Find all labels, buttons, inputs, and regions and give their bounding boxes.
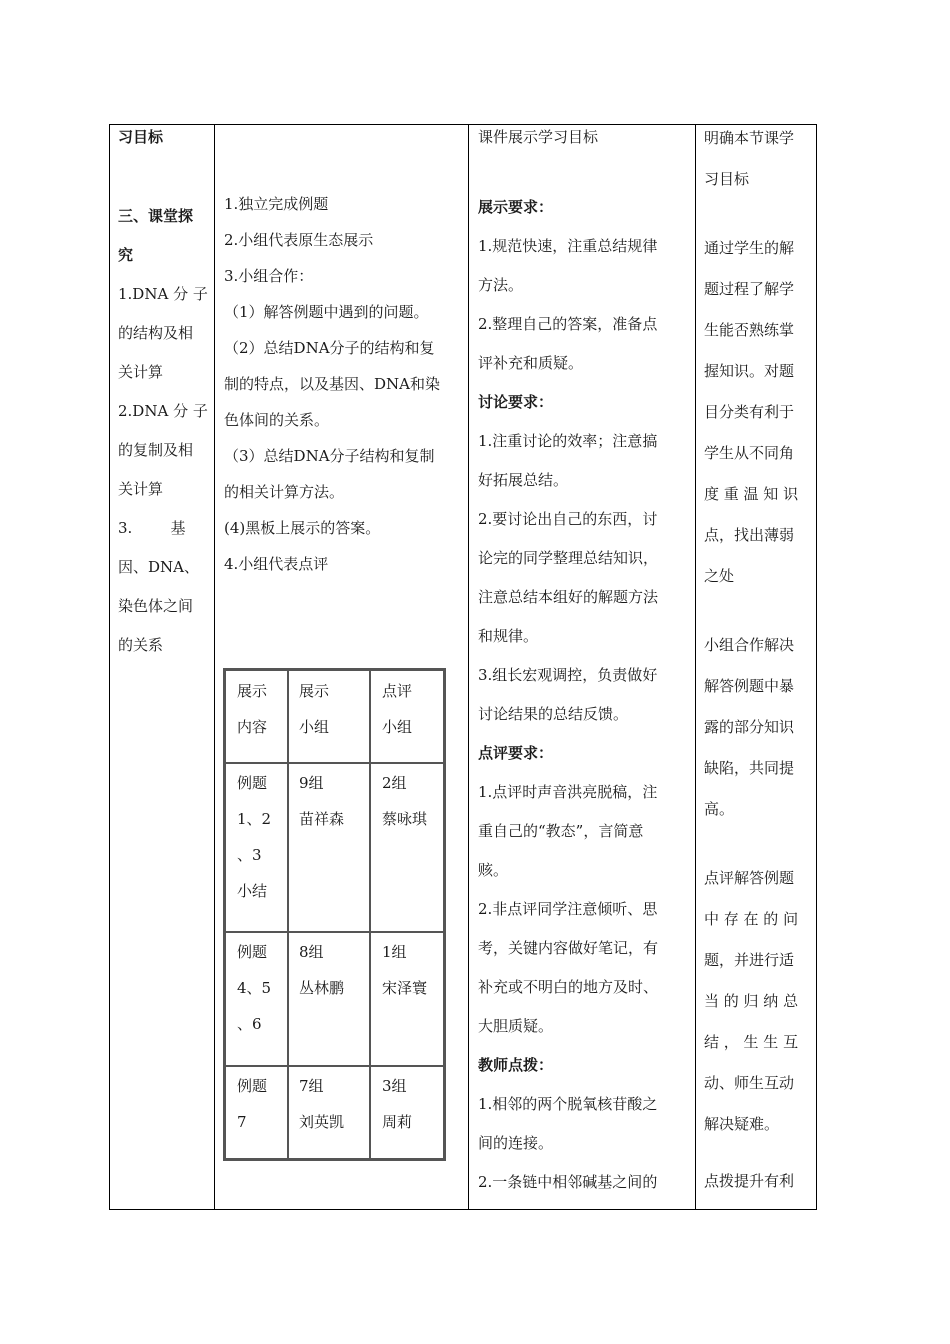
cell-text: 8组 xyxy=(299,943,324,961)
header-text: 内容 xyxy=(237,718,268,736)
col1-item3-line4: 的关系 xyxy=(118,636,164,654)
section-title: 展示要求： xyxy=(478,198,554,216)
header-text: 展示 xyxy=(299,682,330,700)
table-header-cell xyxy=(237,673,267,745)
col4-line: 结 ， 生 生 互 xyxy=(704,1033,799,1051)
col4-line: 学生从不同角 xyxy=(704,444,795,462)
col2-cell xyxy=(224,186,464,582)
col4-line: 握知识。对题 xyxy=(704,362,795,380)
table-cell xyxy=(237,765,271,909)
col4-line: 中 存 在 的 问 xyxy=(704,910,799,928)
col2-line: （1）解答例题中遇到的问题。 xyxy=(224,303,429,321)
col1-item2-line1: 2.DNA 分 子 xyxy=(118,402,208,420)
section-title: 教师点拨： xyxy=(478,1056,554,1074)
section-line: 重自己的“教态”，言简意 xyxy=(478,822,644,840)
section-line: 好拓展总结。 xyxy=(478,471,569,489)
section-line: 1.规范快速，注重总结规律 xyxy=(478,237,658,255)
header-text: 小组 xyxy=(299,718,330,736)
section-title: 讨论要求： xyxy=(478,393,554,411)
col4-line: 生能否熟练掌 xyxy=(704,321,795,339)
section-line: 补充或不明白的地方及时、 xyxy=(478,978,659,996)
col3-cell xyxy=(478,118,690,1202)
cell-text: 例题 xyxy=(237,774,268,792)
header-text: 小组 xyxy=(382,718,413,736)
section-line: 1.相邻的两个脱氧核苷酸之 xyxy=(478,1095,658,1113)
column-divider-1 xyxy=(214,124,215,1210)
table-cell xyxy=(299,934,344,1006)
col2-line: 制的特点，以及基因、DNA和染 xyxy=(224,375,440,393)
cell-text: 1组 xyxy=(382,943,407,961)
section-line: 2.一条链中相邻碱基之间的 xyxy=(478,1173,658,1191)
col1-heading2-line1: 三、课堂探 xyxy=(118,207,194,225)
cell-text: 3组 xyxy=(382,1077,407,1095)
cell-text: 7组 xyxy=(299,1077,324,1095)
section-line: 3.组长宏观调控，负责做好 xyxy=(478,666,658,684)
section-line: 方法。 xyxy=(478,276,524,294)
col4-line: 高。 xyxy=(704,800,735,818)
col4-line: 当 的 归 纳 总 xyxy=(704,992,799,1010)
group-table-col-divider xyxy=(369,668,371,1161)
col4-line: 习目标 xyxy=(704,170,750,188)
table-cell xyxy=(237,1068,267,1140)
col4-line: 目分类有利于 xyxy=(704,403,795,421)
table-cell xyxy=(382,1068,412,1140)
col1-cell xyxy=(118,118,210,665)
section-line: 大胆质疑。 xyxy=(478,1017,554,1035)
col4-line: 动、师生互动 xyxy=(704,1074,795,1092)
cell-text: 例题 xyxy=(237,943,268,961)
table-cell xyxy=(382,765,427,837)
col4-line: 度 重 温 知 识 xyxy=(704,485,799,503)
group-table-col-divider xyxy=(287,668,289,1161)
cell-text: 刘英凯 xyxy=(299,1113,345,1131)
table-cell xyxy=(382,934,427,1006)
col2-line: (4)黑板上展示的答案。 xyxy=(224,519,381,537)
section-line: 考，关键内容做好笔记，有 xyxy=(478,939,659,957)
col3-intro: 课件展示学习目标 xyxy=(478,128,599,146)
col4-line: 解答例题中暴 xyxy=(704,677,795,695)
section-line: 论完的同学整理总结知识， xyxy=(478,549,659,567)
col2-line: 色体间的关系。 xyxy=(224,411,330,429)
col2-line: 2.小组代表原生态展示 xyxy=(224,231,374,249)
cell-text: 小结 xyxy=(237,882,268,900)
col1-item3-line1: 3. 基 xyxy=(118,519,186,537)
col1-item1-line3: 关计算 xyxy=(118,363,164,381)
col4-line: 小组合作解决 xyxy=(704,636,795,654)
column-divider-3 xyxy=(695,124,696,1210)
col4-line: 点，找出薄弱 xyxy=(704,526,795,544)
section-line: 注意总结本组好的解题方法 xyxy=(478,588,659,606)
group-table-row-divider xyxy=(223,931,446,933)
cell-text: 丛林鹏 xyxy=(299,979,345,997)
section-line: 评补充和质疑。 xyxy=(478,354,584,372)
col2-line: 3.小组合作： xyxy=(224,267,314,285)
col4-line: 明确本节课学 xyxy=(704,129,795,147)
cell-text: 周莉 xyxy=(382,1113,413,1131)
col4-line: 解决疑难。 xyxy=(704,1115,780,1133)
cell-text: 蔡咏琪 xyxy=(382,810,428,828)
col4-line: 点拨提升有利 xyxy=(704,1172,795,1190)
cell-text: 宋泽寰 xyxy=(382,979,428,997)
cell-text: 例题 xyxy=(237,1077,268,1095)
col1-item3-line3: 染色体之间 xyxy=(118,597,194,615)
section-line: 2.整理自己的答案，准备点 xyxy=(478,315,658,333)
col2-line: 4.小组代表点评 xyxy=(224,555,329,573)
group-table-row-divider xyxy=(223,1065,446,1067)
col4-line: 题过程了解学 xyxy=(704,280,795,298)
section-line: 1.注重讨论的效率；注意搞 xyxy=(478,432,658,450)
col4-line: 露的部分知识 xyxy=(704,718,795,736)
col2-line: 的相关计算方法。 xyxy=(224,483,345,501)
col2-line: （3）总结DNA分子结构和复制 xyxy=(224,447,435,465)
col4-line: 通过学生的解 xyxy=(704,239,795,257)
col4-line: 点评解答例题 xyxy=(704,869,795,887)
section-title: 点评要求： xyxy=(478,744,554,762)
col1-heading2-line2: 究 xyxy=(118,246,134,264)
col1-item1-line1: 1.DNA 分 子 xyxy=(118,285,208,303)
table-header-cell xyxy=(299,673,329,745)
col1-item1-line2: 的结构及相 xyxy=(118,324,194,342)
table-header-cell xyxy=(382,673,412,745)
cell-text: 苗祥森 xyxy=(299,810,345,828)
section-line: 赅。 xyxy=(478,861,509,879)
header-text: 点评 xyxy=(382,682,413,700)
cell-text: 2组 xyxy=(382,774,407,792)
cell-text: 9组 xyxy=(299,774,324,792)
group-table-row-divider xyxy=(223,762,446,764)
col2-line: 1.独立完成例题 xyxy=(224,195,329,213)
column-divider-2 xyxy=(468,124,469,1210)
section-line: 间的连接。 xyxy=(478,1134,554,1152)
table-cell xyxy=(299,1068,344,1140)
cell-text: 4、5 xyxy=(237,979,272,997)
table-cell xyxy=(299,765,344,837)
header-text: 展示 xyxy=(237,682,268,700)
col4-line: 之处 xyxy=(704,567,735,585)
section-line: 讨论结果的总结反馈。 xyxy=(478,705,629,723)
col1-item2-line2: 的复制及相 xyxy=(118,441,194,459)
cell-text: 、6 xyxy=(237,1015,262,1033)
cell-text: 7 xyxy=(237,1113,247,1131)
section-line: 2.非点评同学注意倾听、思 xyxy=(478,900,658,918)
cell-text: 1、2 xyxy=(237,810,272,828)
col2-line: （2）总结DNA分子的结构和复 xyxy=(224,339,435,357)
col1-item3-line2: 因、DNA、 xyxy=(118,558,199,576)
cell-text: 、3 xyxy=(237,846,262,864)
section-line: 2.要讨论出自己的东西，讨 xyxy=(478,510,658,528)
col4-cell xyxy=(704,118,810,1202)
col4-line: 缺陷，共同提 xyxy=(704,759,795,777)
col1-item2-line3: 关计算 xyxy=(118,480,164,498)
section-line: 和规律。 xyxy=(478,627,539,645)
col4-line: 题，并进行适 xyxy=(704,951,795,969)
section-line: 1.点评时声音洪亮脱稿，注 xyxy=(478,783,658,801)
table-cell xyxy=(237,934,271,1042)
col1-heading1: 习目标 xyxy=(118,128,164,146)
